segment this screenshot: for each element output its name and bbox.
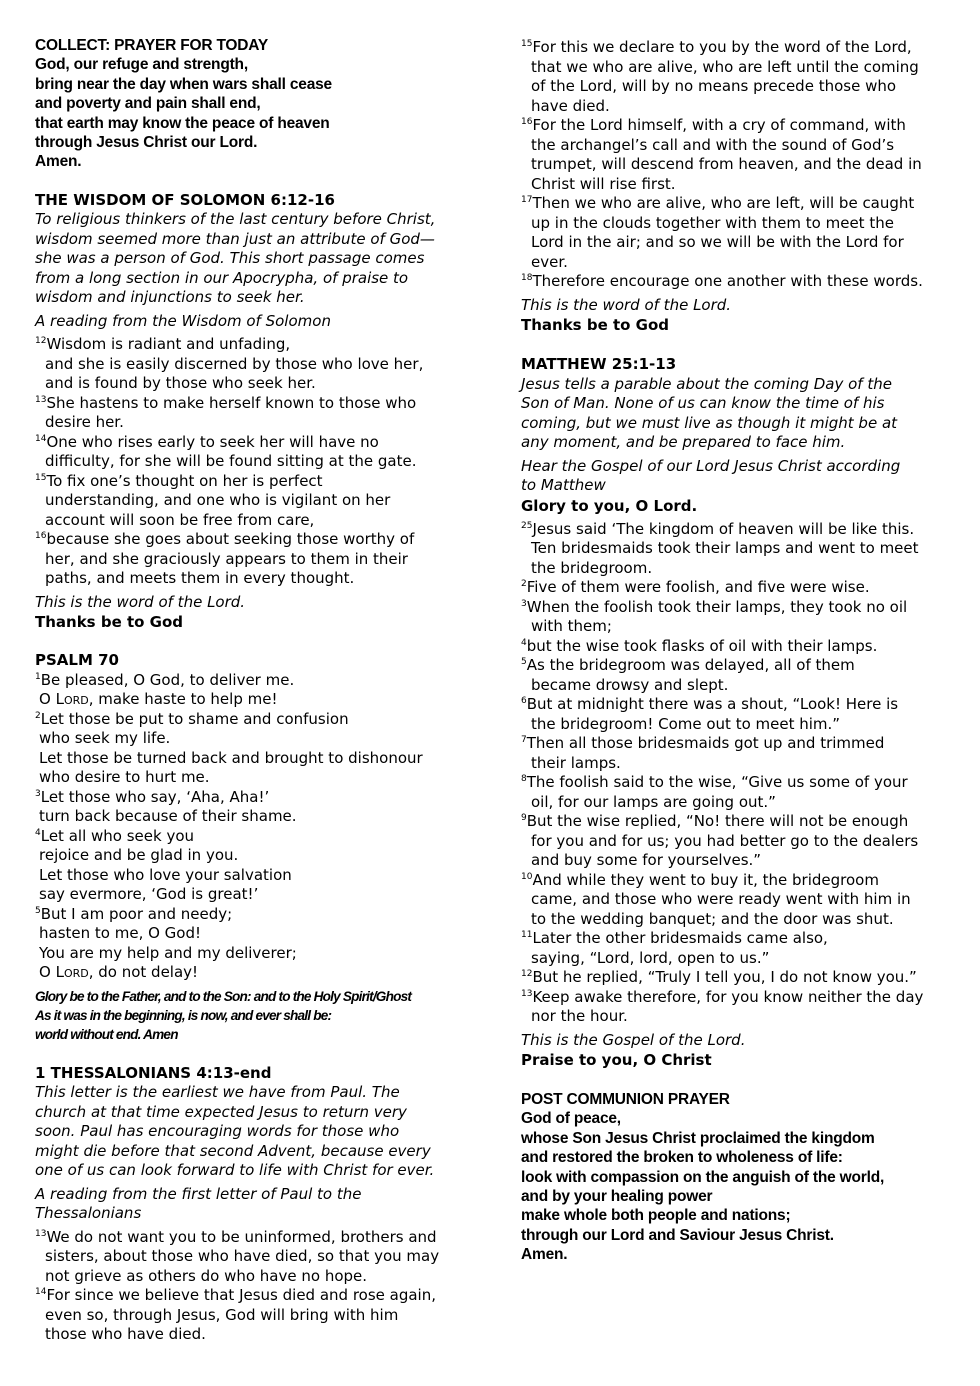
verse bbox=[35, 433, 475, 472]
wisdom-heading: THE WISDOM OF SOLOMON 6:12-16 bbox=[35, 190, 335, 209]
post-communion-prayer bbox=[521, 1109, 961, 1264]
verse bbox=[521, 988, 961, 1027]
verse-line bbox=[521, 38, 961, 58]
psalm-text: Let those be put to shame and confusion bbox=[40, 709, 349, 728]
verse-number: 10 bbox=[521, 871, 533, 882]
verse-text: because she goes about seeking those worthy of bbox=[46, 530, 415, 549]
verse-number: 6 bbox=[521, 696, 527, 706]
verse-text: Wisdom is radiant and unfading, bbox=[46, 335, 291, 354]
verse-line bbox=[521, 539, 961, 559]
intro-line: Son of Man. None of us can know the time of his bbox=[521, 394, 885, 412]
verse-line bbox=[521, 656, 961, 676]
verse bbox=[521, 578, 961, 598]
verse-line bbox=[521, 910, 961, 930]
prayer-line: through Jesus Christ our Lord. bbox=[35, 134, 258, 152]
verse-text: have died. bbox=[531, 96, 610, 115]
verse-text: As the bridegroom was delayed, all of them bbox=[526, 656, 855, 674]
verse bbox=[521, 812, 961, 871]
verse-text: Therefore encourage one another with these words. bbox=[532, 272, 923, 290]
prayer-line: whose Son Jesus Christ proclaimed the kingdom bbox=[521, 1129, 875, 1147]
verse-text: her, and she graciously appears to them in their bbox=[45, 549, 408, 568]
verse-line bbox=[521, 97, 961, 117]
verse-text: trumpet, will descend from heaven, and the dead in bbox=[531, 155, 922, 173]
divine-name: ord bbox=[63, 690, 89, 709]
verse-text: and is found by those who seek her. bbox=[45, 374, 316, 393]
psalm-line bbox=[35, 788, 475, 808]
collect-heading: COLLECT: PRAYER FOR TODAY bbox=[35, 37, 268, 54]
psalm-text: hasten to me, O God! bbox=[39, 924, 202, 943]
left-column bbox=[35, 36, 475, 1345]
verse-line bbox=[35, 530, 475, 550]
verse-number: 11 bbox=[521, 930, 533, 940]
psalm-text: Let all who seek you bbox=[40, 826, 195, 845]
verse-line bbox=[521, 194, 961, 214]
verse-text: desire her. bbox=[45, 413, 124, 432]
verse-line bbox=[521, 136, 961, 156]
wisdom-section bbox=[35, 191, 475, 633]
verse-line bbox=[35, 1228, 475, 1248]
psalm-line bbox=[35, 827, 475, 847]
prayer-line: look with compassion on the anguish of the world, bbox=[521, 1168, 885, 1186]
verse-number: 2 bbox=[35, 710, 41, 721]
psalm-text: who desire to hurt me. bbox=[39, 768, 210, 787]
verse-text: For this we declare to you by the word of the Lord, bbox=[532, 38, 912, 56]
verse-line bbox=[35, 433, 475, 453]
divine-name: ord bbox=[63, 963, 89, 982]
verse-line bbox=[521, 676, 961, 696]
intro-line: from a long section in our Apocrypha, of praise to bbox=[35, 268, 409, 287]
prayer-line: Amen. bbox=[35, 153, 82, 171]
verse-line bbox=[35, 355, 475, 375]
verse-text: We do not want you to be uninformed, brothers and bbox=[46, 1227, 437, 1246]
prayer-line: and by your healing power bbox=[521, 1188, 713, 1206]
verse-text: Jesus said ‘The kingdom of heaven will be like this. bbox=[532, 519, 915, 538]
gloria-line: world without end. Amen bbox=[35, 1027, 178, 1043]
verse-number: 14 bbox=[35, 1287, 47, 1298]
post-communion-heading: POST COMMUNION PRAYER bbox=[521, 1091, 730, 1108]
verse bbox=[521, 871, 961, 930]
verse-number: 5 bbox=[521, 657, 527, 667]
verse-line bbox=[521, 793, 961, 813]
verse-number: 17 bbox=[521, 195, 533, 205]
matthew-response: Praise to you, O Christ bbox=[521, 1051, 712, 1069]
verse-line bbox=[521, 949, 961, 969]
verse-line bbox=[521, 214, 961, 234]
verse-text: even so, through Jesus, God will bring with him bbox=[45, 1305, 399, 1324]
verse-line bbox=[521, 253, 961, 273]
post-communion-section bbox=[521, 1090, 961, 1265]
verse-line bbox=[521, 175, 961, 195]
intro-line: Jesus tells a parable about the coming Day of the bbox=[521, 374, 892, 393]
verse-text: oil, for our lamps are going out.” bbox=[531, 792, 776, 811]
intro-line: she was a person of God. This short passage comes bbox=[35, 249, 425, 268]
verse bbox=[35, 1228, 475, 1287]
verse-text: with them; bbox=[531, 617, 612, 635]
thessalonians-verses-right bbox=[521, 38, 961, 292]
verse-number: 18 bbox=[521, 273, 533, 283]
verse-text: ever. bbox=[531, 252, 568, 271]
verse-text: and buy some for yourselves.” bbox=[531, 851, 762, 869]
verse-line bbox=[35, 1306, 475, 1326]
verse-number: 16 bbox=[35, 531, 47, 542]
verse-text: One who rises early to seek her will have no bbox=[46, 432, 379, 451]
verse-number: 15 bbox=[35, 472, 47, 483]
verse-text: up in the clouds together with them to meet the bbox=[531, 213, 894, 232]
verse-text: Lord in the air; and so we will be with the Lord for bbox=[531, 233, 904, 251]
psalm-line bbox=[35, 671, 475, 691]
psalm-text: Let those who say, ‘Aha, Aha!’ bbox=[40, 787, 270, 806]
verse-number: 13 bbox=[521, 988, 533, 999]
verse-text: understanding, and one who is vigilant on her bbox=[45, 491, 391, 510]
wisdom-response: Thanks be to God bbox=[35, 613, 184, 632]
verse-line bbox=[521, 58, 961, 78]
verse-text: those who have died. bbox=[45, 1325, 206, 1344]
verse-text: paths, and meets them in every thought. bbox=[45, 569, 355, 588]
prayer-line: and restored the broken to wholeness of life: bbox=[521, 1149, 843, 1167]
psalm-line bbox=[35, 729, 475, 749]
verse-line bbox=[521, 754, 961, 774]
verse-line bbox=[521, 695, 961, 715]
verse-line bbox=[521, 1007, 961, 1027]
verse-number: 15 bbox=[521, 39, 533, 49]
verse-text: When the foolish took their lamps, they took no oil bbox=[526, 597, 908, 616]
matthew-intro bbox=[521, 375, 961, 453]
verse-number: 9 bbox=[521, 813, 527, 823]
intro-line: wisdom and injunctions to seek her. bbox=[35, 288, 305, 307]
verse-line bbox=[35, 1267, 475, 1287]
psalm-line bbox=[35, 768, 475, 788]
psalm-text: , make haste to help me! bbox=[88, 690, 278, 709]
collect-prayer bbox=[35, 55, 475, 171]
verse-line bbox=[521, 559, 961, 579]
verse-line bbox=[35, 1247, 475, 1267]
verse-line bbox=[521, 734, 961, 754]
psalm-line bbox=[35, 866, 475, 886]
verse-number: 2 bbox=[521, 579, 527, 589]
psalm-line bbox=[35, 749, 475, 769]
gloria-patri bbox=[35, 987, 475, 1045]
psalm-text: You are my help and my deliverer; bbox=[39, 943, 297, 962]
verse-line bbox=[521, 598, 961, 618]
collect-section bbox=[35, 36, 475, 172]
intro-line: coming, but we must live as though it might be at bbox=[521, 413, 898, 432]
prayer-line: God, our refuge and strength, bbox=[35, 56, 248, 74]
verse-number: 16 bbox=[521, 117, 533, 127]
prayer-line: Amen. bbox=[521, 1246, 568, 1264]
verse-number: 25 bbox=[521, 520, 533, 531]
verse-text: for you and for us; you had better go to the dealers bbox=[531, 831, 919, 850]
verse bbox=[35, 335, 475, 394]
gloria-line: As it was in the beginning, is now, and ever shall be: bbox=[35, 1008, 332, 1024]
psalm-line bbox=[35, 690, 475, 710]
verse bbox=[521, 598, 961, 637]
verse-line bbox=[35, 569, 475, 589]
verse-text: sisters, about those who have died, so that you may bbox=[45, 1247, 440, 1266]
verse-text: of the Lord, will by no means precede those who bbox=[531, 77, 897, 95]
psalm-text: , do not delay! bbox=[88, 963, 199, 982]
verse-line bbox=[35, 511, 475, 531]
thessalonians-intro bbox=[35, 1083, 475, 1181]
verse-number: 5 bbox=[35, 905, 41, 916]
verse-text: became drowsy and slept. bbox=[531, 675, 729, 694]
verse bbox=[35, 394, 475, 433]
intro-line: soon. Paul has encouraging words for those who bbox=[35, 1122, 400, 1141]
verse-number: 1 bbox=[35, 671, 41, 682]
verse-text: Keep awake therefore, for you know neither the day bbox=[532, 987, 924, 1006]
verse-line bbox=[521, 578, 961, 598]
thessalonians-heading: 1 THESSALONIANS 4:13-end bbox=[35, 1063, 272, 1082]
verse-line bbox=[521, 968, 961, 988]
verse-line bbox=[521, 617, 961, 637]
verse-line bbox=[521, 812, 961, 832]
wisdom-verses bbox=[35, 335, 475, 589]
verse-text: the bridegroom! Come out to meet him.” bbox=[531, 714, 841, 733]
verse-line bbox=[521, 988, 961, 1008]
verse-line bbox=[35, 1286, 475, 1306]
verse-line bbox=[35, 413, 475, 433]
verse-text: Then we who are alive, who are left, will be caught bbox=[532, 194, 915, 212]
verse-text: the archangel’s call and with the sound of God’s bbox=[531, 135, 895, 154]
thessalonians-continued bbox=[521, 38, 961, 335]
verse-number: 3 bbox=[35, 788, 41, 799]
verse-line bbox=[521, 520, 961, 540]
verse bbox=[521, 734, 961, 773]
verse bbox=[521, 272, 961, 292]
verse-number: 4 bbox=[521, 637, 527, 648]
verse-text: But at midnight there was a shout, “Look! Here is bbox=[526, 695, 899, 713]
verse-line bbox=[521, 715, 961, 735]
verse-line bbox=[521, 116, 961, 136]
intro-line: This letter is the earliest we have from Paul. The bbox=[35, 1083, 400, 1102]
intro-line: might die before that second Advent, because every bbox=[35, 1141, 431, 1160]
psalm-text: who seek my life. bbox=[39, 729, 171, 748]
announcement-line: to Matthew bbox=[521, 476, 606, 494]
psalm-text: O L bbox=[39, 690, 64, 709]
psalm-line bbox=[35, 924, 475, 944]
verse-text: that we who are alive, who are left until the coming bbox=[531, 57, 919, 76]
verse-line bbox=[35, 374, 475, 394]
right-column bbox=[521, 38, 961, 1265]
matthew-heading: MATTHEW 25:1-13 bbox=[521, 355, 677, 373]
verse-line bbox=[35, 1325, 475, 1345]
verse-line bbox=[521, 890, 961, 910]
verse-line bbox=[35, 335, 475, 355]
verse-number: 3 bbox=[521, 598, 527, 609]
verse-text: And while they went to buy it, the bridegroom bbox=[532, 870, 879, 889]
verse bbox=[35, 1286, 475, 1345]
intro-line: To religious thinkers of the last century before Christ, bbox=[35, 210, 436, 229]
verse-text: But he replied, “Truly I tell you, I do not know you.” bbox=[532, 968, 917, 986]
psalm-text: Let those who love your salvation bbox=[39, 865, 292, 884]
verse-text: account will soon be free from care, bbox=[45, 510, 315, 529]
verse-number: 7 bbox=[521, 735, 527, 745]
verse bbox=[521, 656, 961, 695]
wisdom-closing: This is the word of the Lord. bbox=[35, 592, 246, 611]
thessalonians-closing: This is the word of the Lord. bbox=[521, 295, 732, 314]
verse-text: difficulty, for she will be found sitting at the gate. bbox=[45, 452, 417, 471]
psalm-line bbox=[35, 710, 475, 730]
psalm-line bbox=[35, 905, 475, 925]
verse-text: Christ will rise first. bbox=[531, 174, 676, 193]
prayer-line: through our Lord and Saviour Jesus Christ. bbox=[521, 1226, 834, 1244]
psalm-text: Let those be turned back and brought to dishonour bbox=[39, 748, 423, 767]
verse-line bbox=[35, 452, 475, 472]
thessalonians-verses-left bbox=[35, 1228, 475, 1345]
verse-line bbox=[521, 851, 961, 871]
prayer-line: and poverty and pain shall end, bbox=[35, 95, 261, 113]
psalm-text: But I am poor and needy; bbox=[40, 904, 233, 923]
verse-text: For the Lord himself, with a cry of command, with bbox=[532, 116, 906, 134]
psalm-text bbox=[35, 671, 475, 983]
thessalonians-section bbox=[35, 1064, 475, 1345]
wisdom-announcement: A reading from the Wisdom of Solomon bbox=[35, 311, 331, 330]
verse-text: The foolish said to the wise, “Give us some of your bbox=[526, 773, 908, 791]
prayer-line: make whole both people and nations; bbox=[521, 1207, 791, 1225]
verse-text: to the wedding banquet; and the door was shut. bbox=[531, 909, 894, 928]
intro-line: one of us can look forward to life with Christ for ever. bbox=[35, 1161, 435, 1180]
psalm-section bbox=[35, 651, 475, 1044]
verse-line bbox=[521, 233, 961, 253]
verse bbox=[521, 194, 961, 272]
verse-line bbox=[521, 871, 961, 891]
wisdom-intro bbox=[35, 210, 475, 308]
verse-text: but the wise took flasks of oil with their lamps. bbox=[526, 636, 878, 655]
verse-line bbox=[521, 773, 961, 793]
verse-line bbox=[521, 929, 961, 949]
verse-text: Then all those bridesmaids got up and trimmed bbox=[526, 734, 885, 752]
psalm-heading: PSALM 70 bbox=[35, 651, 119, 670]
matthew-announcement bbox=[521, 457, 961, 496]
verse-line bbox=[35, 491, 475, 511]
verse bbox=[35, 530, 475, 589]
verse-number: 8 bbox=[521, 774, 527, 784]
verse bbox=[521, 38, 961, 116]
intro-line: wisdom seemed more than just an attribute of God— bbox=[35, 229, 435, 248]
verse-line bbox=[521, 77, 961, 97]
prayer-line: bring near the day when wars shall cease bbox=[35, 75, 332, 93]
verse bbox=[521, 773, 961, 812]
verse-text: For since we believe that Jesus died and rose again, bbox=[46, 1286, 436, 1305]
verse-text: and she is easily discerned by those who love her, bbox=[45, 354, 424, 373]
verse-text: She hastens to make herself known to those who bbox=[46, 393, 417, 412]
verse bbox=[35, 472, 475, 531]
verse-line bbox=[521, 155, 961, 175]
verse bbox=[521, 116, 961, 194]
verse-text: But the wise replied, “No! there will not be enough bbox=[526, 812, 909, 830]
psalm-text: say evermore, ‘God is great!’ bbox=[39, 885, 259, 904]
verse-number: 12 bbox=[35, 336, 47, 347]
verse-text: Later the other bridesmaids came also, bbox=[532, 929, 828, 947]
prayer-line: that earth may know the peace of heaven bbox=[35, 114, 330, 132]
verse-number: 14 bbox=[35, 433, 47, 444]
verse-line bbox=[35, 550, 475, 570]
verse-text: saying, “Lord, lord, open to us.” bbox=[531, 948, 770, 967]
psalm-text: turn back because of their shame. bbox=[39, 807, 297, 826]
matthew-verses bbox=[521, 520, 961, 1027]
announcement-line: Hear the Gospel of our Lord Jesus Christ according bbox=[521, 456, 901, 475]
psalm-line bbox=[35, 885, 475, 905]
psalm-text: O L bbox=[39, 963, 64, 982]
verse-number: 13 bbox=[35, 394, 47, 405]
announcement-line: A reading from the first letter of Paul to the bbox=[35, 1184, 362, 1203]
verse bbox=[521, 695, 961, 734]
verse-line bbox=[521, 637, 961, 657]
verse bbox=[521, 520, 961, 579]
psalm-text: rejoice and be glad in you. bbox=[39, 846, 239, 865]
matthew-section bbox=[521, 355, 961, 1070]
verse-text: came, and those who were ready went with him in bbox=[531, 890, 911, 908]
verse-number: 4 bbox=[35, 827, 41, 838]
psalm-line bbox=[35, 846, 475, 866]
verse-line bbox=[521, 832, 961, 852]
psalm-line bbox=[35, 944, 475, 964]
thessalonians-announcement bbox=[35, 1185, 475, 1224]
verse-line bbox=[521, 272, 961, 292]
verse-text: To fix one’s thought on her is perfect bbox=[46, 471, 323, 490]
verse bbox=[521, 929, 961, 968]
prayer-line: God of peace, bbox=[521, 1110, 621, 1128]
thessalonians-response: Thanks be to God bbox=[521, 316, 670, 334]
verse-text: nor the hour. bbox=[531, 1007, 628, 1025]
verse-text: not grieve as others do who have no hope. bbox=[45, 1266, 368, 1285]
verse-text: Ten bridesmaids took their lamps and went to meet bbox=[531, 539, 919, 557]
verse bbox=[521, 637, 961, 657]
verse-line bbox=[35, 394, 475, 414]
verse bbox=[521, 968, 961, 988]
psalm-text: Be pleased, O God, to deliver me. bbox=[40, 670, 295, 689]
intro-line: any moment, and be prepared to face him. bbox=[521, 433, 846, 451]
gloria-line: Glory be to the Father, and to the Son: and to the Holy Spirit/Ghost bbox=[35, 988, 412, 1004]
announcement-line: Thessalonians bbox=[35, 1204, 142, 1223]
psalm-line bbox=[35, 963, 475, 983]
verse-line bbox=[35, 472, 475, 492]
intro-line: church at that time expected Jesus to return very bbox=[35, 1102, 407, 1121]
verse-text: their lamps. bbox=[531, 753, 621, 772]
matthew-acclamation: Glory to you, O Lord. bbox=[521, 496, 698, 515]
matthew-closing: This is the Gospel of the Lord. bbox=[521, 1030, 746, 1049]
verse-number: 12 bbox=[521, 969, 533, 979]
verse-text: the bridegroom. bbox=[531, 558, 653, 577]
psalm-line bbox=[35, 807, 475, 827]
verse-text: Five of them were foolish, and five were wise. bbox=[526, 578, 870, 596]
verse-number: 13 bbox=[35, 1228, 47, 1239]
